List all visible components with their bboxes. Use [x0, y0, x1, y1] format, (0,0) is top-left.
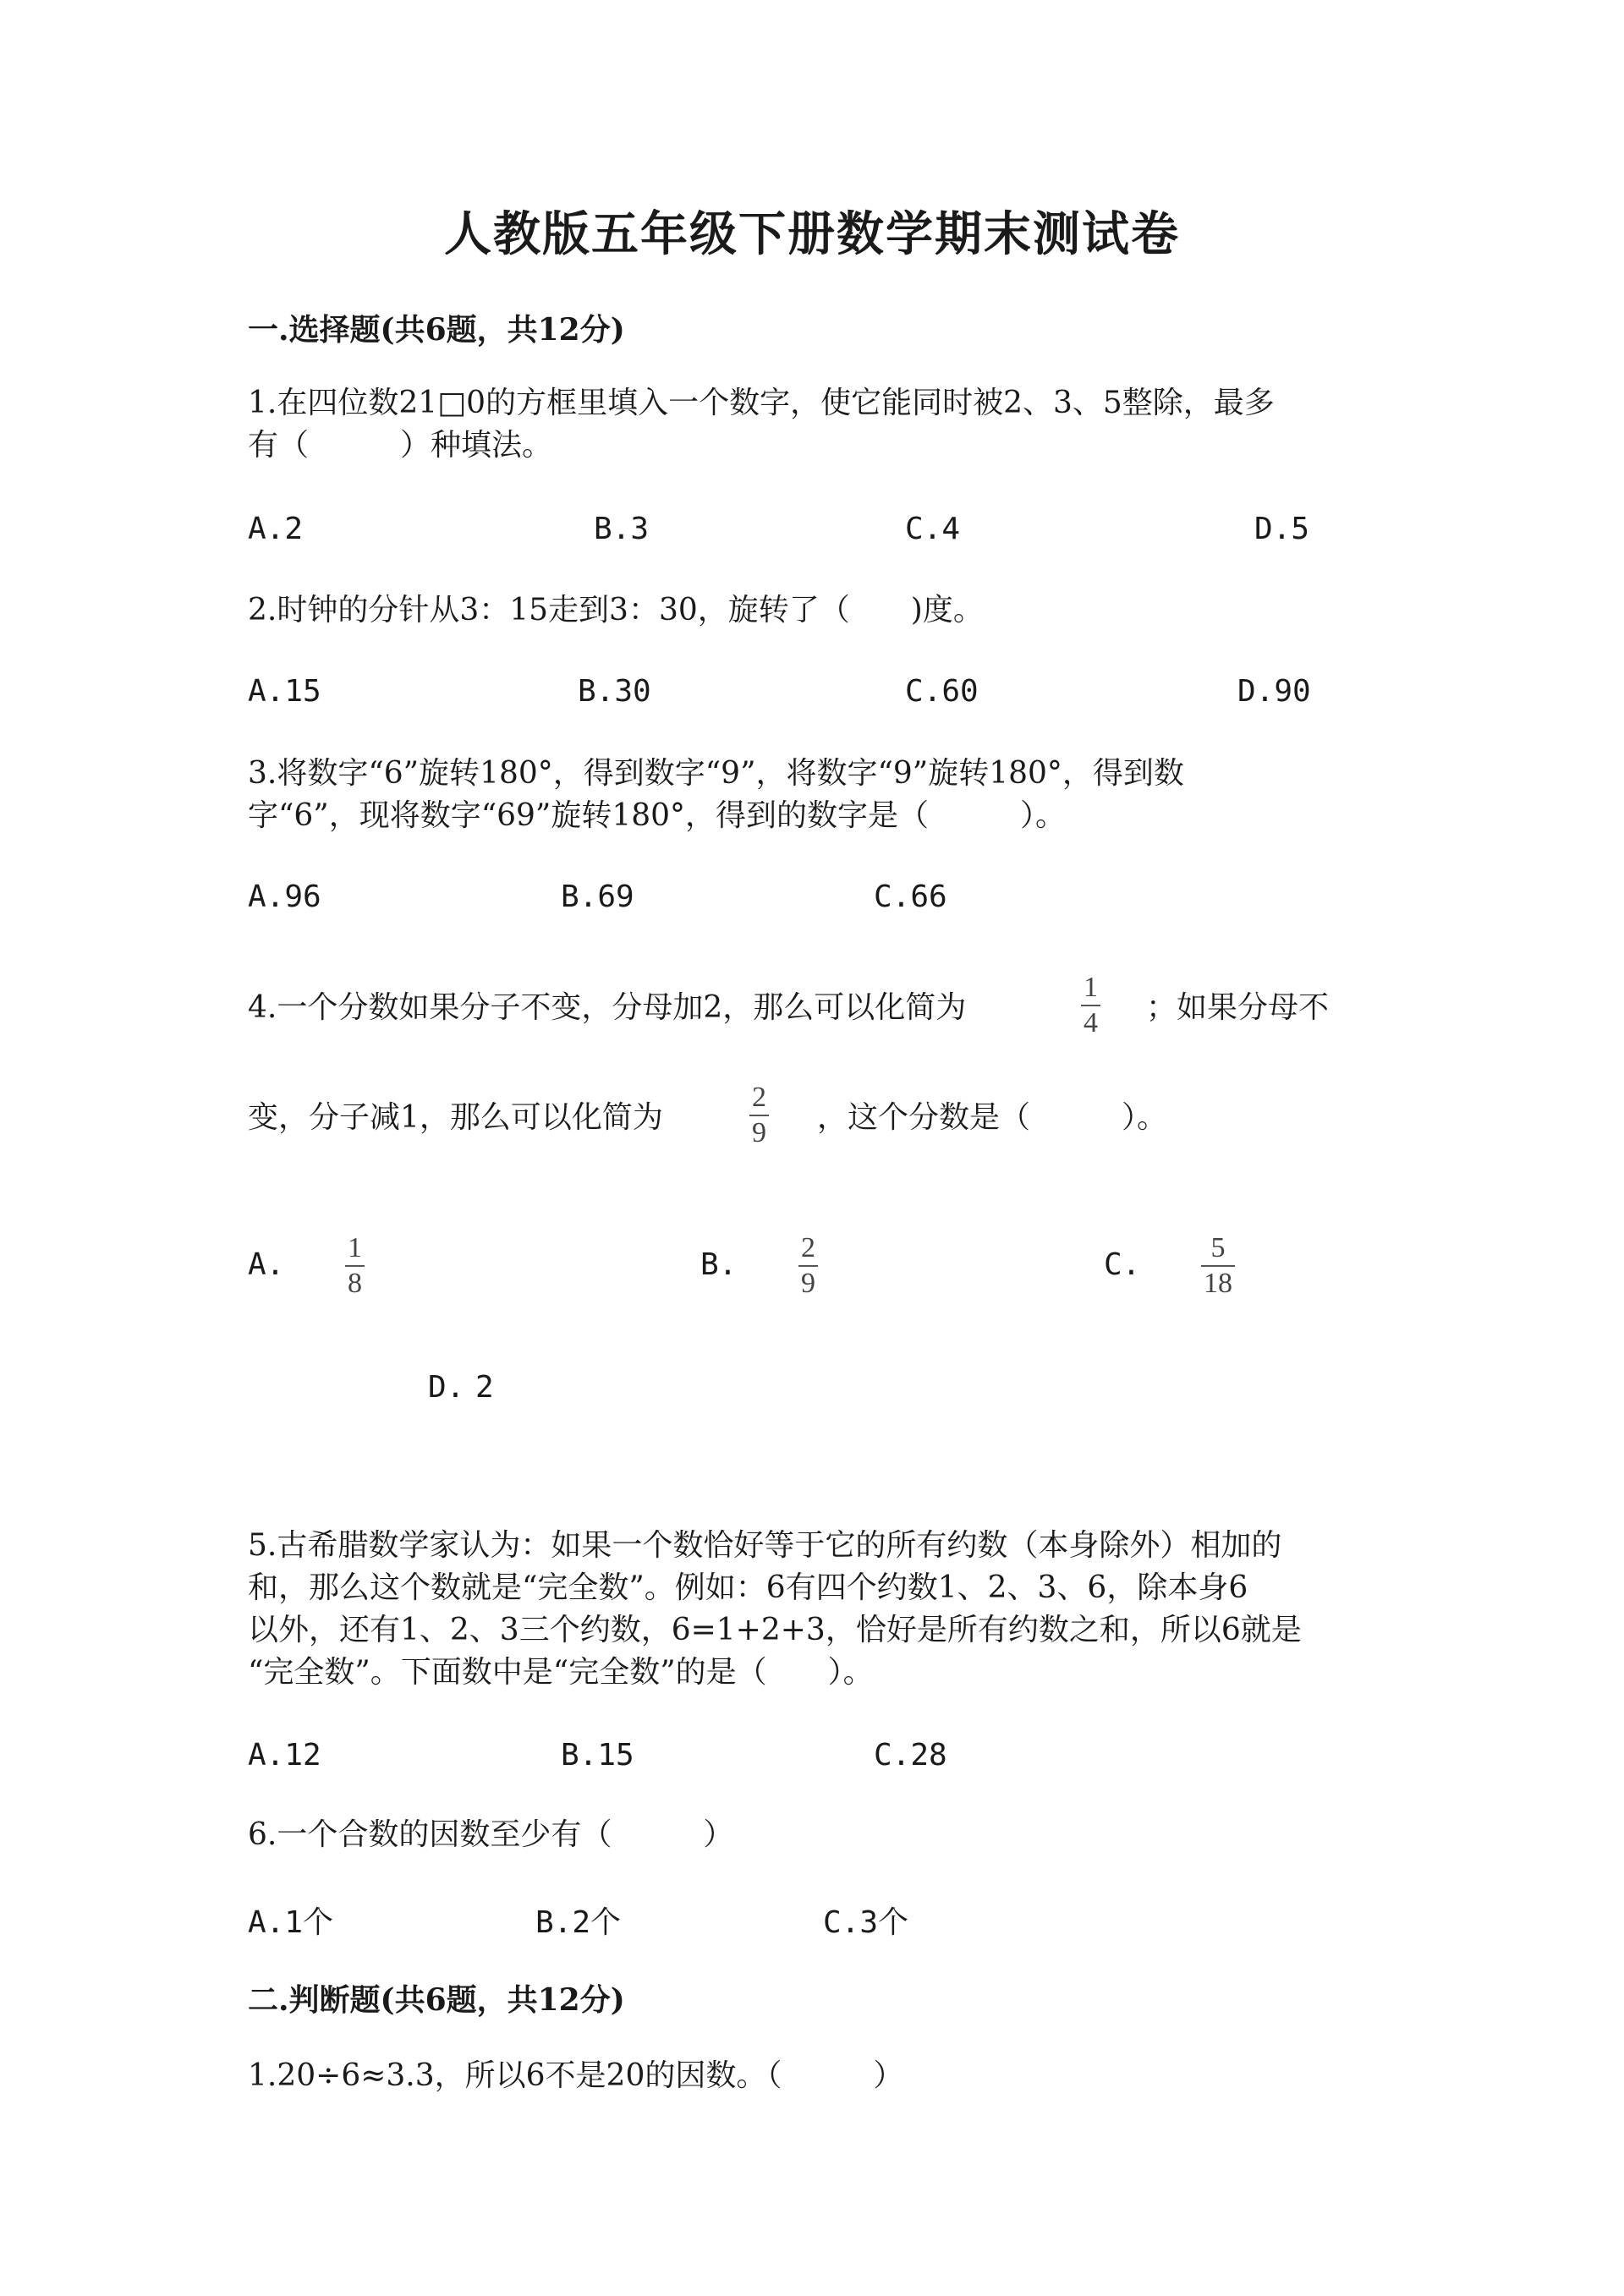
question-4-option-c-label: C.	[1104, 1247, 1141, 1282]
fraction-numerator: 5	[1210, 1232, 1226, 1263]
question-4-option-d-value: 2	[475, 1370, 494, 1405]
question-5-option-c: C.28	[874, 1738, 947, 1773]
question-1-option-d: D.5	[1254, 512, 1310, 546]
section-heading-choice: 一.选择题(共6题，共12分)	[248, 312, 625, 348]
question-4-line-2-start: 变，分子减1，那么可以化简为	[248, 1100, 663, 1135]
question-6-option-c: C.3个	[823, 1905, 909, 1940]
fraction-bar	[798, 1265, 818, 1267]
fraction-bar	[345, 1265, 365, 1267]
fraction-denominator: 18	[1204, 1268, 1232, 1299]
question-4-fraction-2	[749, 1082, 769, 1148]
question-4-line-2-end: ，这个分数是（ ）。	[817, 1100, 1168, 1135]
question-3-option-a: A.96	[248, 879, 321, 914]
fraction-bar	[749, 1115, 769, 1116]
question-1-option-a: A.2	[248, 512, 304, 546]
question-1-line-2: 有（ ）种填法。	[248, 428, 553, 463]
question-6-option-a: A.1个	[248, 1905, 334, 1940]
question-4-fraction-1	[1081, 973, 1100, 1038]
question-4-option-c-fraction	[1201, 1233, 1235, 1299]
question-1-line-1: 1.在四位数21□0的方框里填入一个数字，使它能同时被2、3、5整除，最多	[248, 386, 1275, 420]
question-2-line-1: 2.时钟的分针从3：15走到3：30，旋转了（ )度。	[248, 593, 984, 627]
question-2-option-a: A.15	[248, 674, 321, 709]
question-4-option-d-label: D.	[428, 1370, 465, 1405]
question-3-line-1: 3.将数字“6”旋转180°，得到数字“9”，将数字“9”旋转180°，得到数	[248, 756, 1184, 791]
question-5-line-2: 和，那么这个数就是“完全数”。例如：6有四个约数1、2、3、6，除本身6	[248, 1570, 1248, 1605]
question-4-option-a-fraction	[345, 1233, 365, 1299]
question-2-option-b: B.30	[578, 674, 651, 709]
question-1-option-b: B.3	[594, 512, 650, 546]
fraction-numerator: 2	[752, 1082, 766, 1113]
question-4-line-1-start: 4.一个分数如果分子不变，分母加2，那么可以化简为	[248, 990, 967, 1025]
question-5-option-b: B.15	[561, 1738, 634, 1773]
question-5-line-1: 5.古希腊数学家认为：如果一个数恰好等于它的所有约数（本身除外）相加的	[248, 1528, 1282, 1563]
fraction-bar	[1201, 1265, 1235, 1267]
question-4-option-b-label: B.	[700, 1247, 738, 1282]
section-heading-true-false: 二.判断题(共6题，共12分)	[248, 1982, 625, 2018]
question-4-line-1-end: ；如果分母不	[1146, 990, 1330, 1025]
question-3-option-c: C.66	[874, 879, 947, 914]
question-2-option-d: D.90	[1237, 674, 1311, 709]
question-6-line-1: 6.一个合数的因数至少有（ ）	[248, 1817, 734, 1852]
question-4-option-a-label: A.	[248, 1247, 285, 1282]
question-5-option-a: A.12	[248, 1738, 321, 1773]
page-title: 人教版五年级下册数学期末测试卷	[444, 206, 1180, 262]
fraction-denominator: 4	[1084, 1007, 1098, 1038]
question-3-option-b: B.69	[561, 879, 634, 914]
fraction-denominator: 9	[752, 1117, 766, 1148]
fraction-numerator: 1	[1084, 972, 1098, 1003]
true-false-question-1: 1.20÷6≈3.3，所以6不是20的因数。（ ）	[248, 2058, 904, 2093]
question-2-option-c: C.60	[905, 674, 979, 709]
fraction-denominator: 9	[801, 1268, 815, 1299]
question-3-line-2: 字“6”，现将数字“69”旋转180°，得到的数字是（ ）。	[248, 798, 1067, 833]
question-1-option-c: C.4	[905, 512, 961, 546]
fraction-numerator: 1	[348, 1232, 362, 1263]
question-5-line-4: “完全数”。下面数中是“完全数”的是（ ）。	[248, 1655, 874, 1690]
question-5-line-3: 以外，还有1、2、3三个约数，6=1+2+3，恰好是所有约数之和，所以6就是	[248, 1613, 1302, 1647]
question-6-option-b: B.2个	[535, 1905, 622, 1940]
fraction-denominator: 8	[348, 1268, 362, 1299]
fraction-bar	[1081, 1005, 1100, 1006]
fraction-numerator: 2	[801, 1232, 815, 1263]
question-4-option-b-fraction	[798, 1233, 818, 1299]
